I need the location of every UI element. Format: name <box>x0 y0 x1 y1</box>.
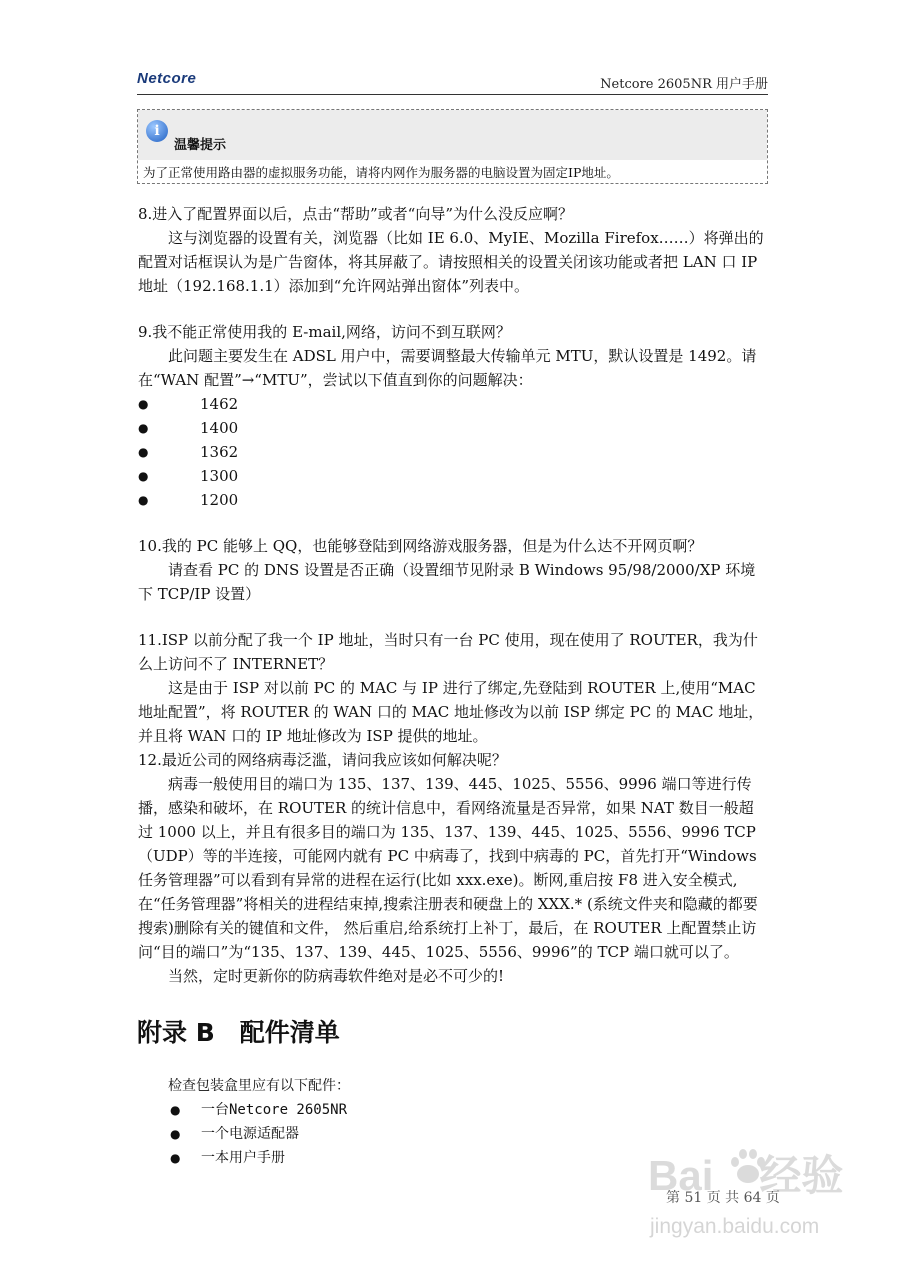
faq11-question: 11.ISP 以前分配了我一个 IP 地址，当时只有一台 PC 使用，现在使用了 ROUTER，我为什么上访问不了 INTERNET？ <box>138 631 758 673</box>
faq10-answer: 请查看 PC 的 DNS 设置是否正确（设置细节见附录 B Windows 95/98/2000/XP 环境下 TCP/IP 设置） <box>138 561 756 603</box>
page-number: 第 51 页 共 64 页 <box>666 1190 780 1206</box>
baidu-watermark <box>648 1143 893 1261</box>
manual-title: Netcore 2605NR 用户手册 <box>600 77 768 92</box>
list-item: ● 1300 <box>138 464 766 488</box>
paw-icon <box>726 1145 770 1189</box>
appendix-heading: 附录 B 配件清单 <box>137 1018 340 1047</box>
watermark-brand-cn: 经验 <box>759 1152 844 1199</box>
page-header <box>137 68 768 95</box>
faq12-answer: 病毒一般使用目的端口为 135、137、139、445、1025、5556、9996 端口等进行传播，感染和破坏，在 ROUTER 的统计信息中，看网络流量是否异常，如果 NAT 数目一般超过 1000 以上，并且有很多目的端口为 135、137、139、445、1025、5556、9996 TCP（UDP）等的半连接，可能网内就有 PC 中病毒了，找到中病毒的 PC，首先打开“Windows 任务管理器”可以看到有异常的进程在运行(比如 xxx.exe)。断网,重启按 F8 进入安全模式,在“任务管理器”将相关的进程结束掉,搜索注册表和硬盘上的 XXX.* (系统文件夹和隐藏的都要搜索)删除有关的键值和文件， 然后重启,给系统打上补丁，最后，在 ROUTER 上配置禁止访问“目的端口”为“135、137、139、445、1025、5556、9996”的 TCP 端口就可以了。 <box>138 775 758 961</box>
tip-box <box>137 109 768 184</box>
faq9-answer: 此问题主要发生在 ADSL 用户中，需要调整最大传输单元 MTU，默认设置是 1492。请在“WAN 配置”→“MTU”，尝试以下值直到你的问题解决： <box>138 347 757 389</box>
accessory-checklist <box>168 1074 350 1170</box>
faq9-question: 9.我不能正常使用我的 E-mail,网络，访问不到互联网？ <box>138 323 511 341</box>
mtu-value-list <box>138 392 766 512</box>
info-icon: i <box>146 120 168 142</box>
faq12-note: 当然，定时更新你的防病毒软件绝对是必不可少的! <box>168 967 505 985</box>
watermark-url: jingyan.baidu.com <box>650 1215 820 1238</box>
tip-text: 为了正常使用路由器的虚拟服务功能，请将内网作为服务器的电脑设置为固定IP地址。 <box>143 165 619 180</box>
faq8-question: 8.进入了配置界面以后，点击“帮助”或者“向导”为什么没反应啊？ <box>138 205 573 223</box>
faq8-answer: 这与浏览器的设置有关，浏览器（比如 IE 6.0、MyIE、Mozilla Firefox……）将弹出的配置对话框误认为是广告窗体，将其屏蔽了。请按照相关的设置关闭该功能或者把 LAN 口 IP 地址（192.168.1.1）添加到“允许网站弹出窗体”列表中。 <box>138 229 764 295</box>
list-item: ● 一个电源适配器 <box>168 1122 350 1146</box>
list-item: ● 1362 <box>138 440 766 464</box>
watermark-brand: Bai <box>648 1152 714 1199</box>
list-item: ● 1400 <box>138 416 766 440</box>
faq10-question: 10.我的 PC 能够上 QQ，也能够登陆到网络游戏服务器，但是为什么达不开网页啊？ <box>138 537 703 555</box>
list-item: ● 1200 <box>138 488 766 512</box>
list-item: ● 一本用户手册 <box>168 1146 350 1170</box>
list-item: ● 一台Netcore 2605NR <box>168 1098 350 1122</box>
faq-body <box>138 202 766 988</box>
faq11-answer: 这是由于 ISP 对以前 PC 的 MAC 与 IP 进行了绑定,先登陆到 ROUTER 上,使用“MAC 地址配置”，将 ROUTER 的 WAN 口的 MAC 地址修改为以前 ISP 绑定 PC 的 MAC 地址，并且将 WAN 口的 IP 地址修改为 ISP 提供的地址。 <box>138 679 764 745</box>
checklist-intro: 检查包装盒里应有以下配件： <box>168 1078 350 1094</box>
netcore-logo: Netcore <box>137 70 197 87</box>
list-item: ● 1462 <box>138 392 766 416</box>
faq12-question: 12.最近公司的网络病毒泛滥，请问我应该如何解决呢？ <box>138 751 507 769</box>
tip-title: 温馨提示 <box>174 138 227 153</box>
